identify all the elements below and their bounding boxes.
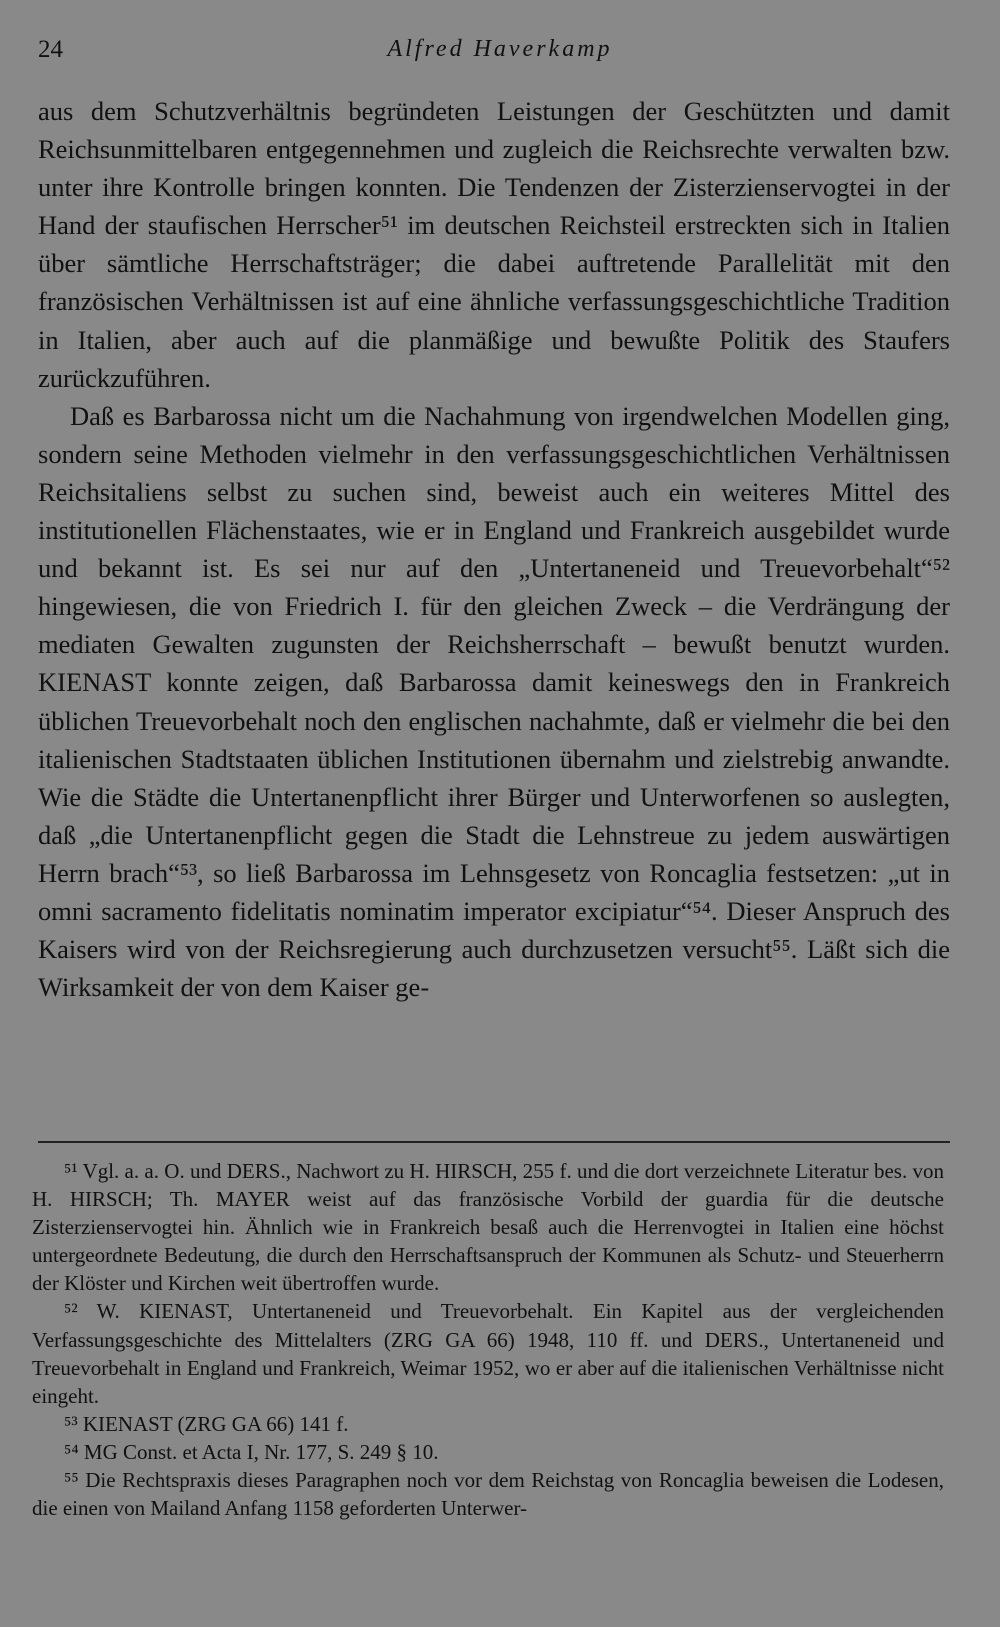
body-text xyxy=(38,92,950,1006)
footnote-51: ⁵¹ Vgl. a. a. O. und DERS., Nachwort zu H. HIRSCH, 255 f. und die dort verzeichnete Literatur bes. von H. HIRSCH; Th. MAYER weist auf das französische Vorbild der guardia für die deutsche Zisterzienservogtei hin. Ähnlich wie in Frankreich besaß auch die Herrenvogtei in Italien eine höchst untergeordnete Bedeutung, die durch den Herrschaftsanspruch der Kommunen als Schutz- und Steuerherrn der Klöster und Kirchen weit übertroffen wurde. xyxy=(32,1159,944,1296)
footnote-54: ⁵⁴ MG Const. et Acta I, Nr. 177, S. 249 § 10. xyxy=(64,1439,439,1464)
paragraph: Daß es Barbarossa nicht um die Nachahmung von irgendwelchen Modellen ging, sondern seine Methoden vielmehr in den verfassungsgeschichtlichen Verhältnissen Reichsitaliens selbst zu suchen sind, beweist auch ein weiteres Mittel des institutionellen Flächenstaates, wie er in England und Frankreich ausgebildet wurde und bekannt ist. Es sei nur auf den „Untertaneneid und Treuevorbehalt“⁵² hingewiesen, die von Friedrich I. für den gleichen Zweck – die Verdrängung der mediaten Gewalten zugunsten der Reichsherrschaft – bewußt benutzt wurden. KIENAST konnte zeigen, daß Barbarossa damit keineswegs den in Frankreich üblichen Treuevorbehalt noch den englischen nachahmte, daß er vielmehr die bei den italienischen Stadtstaaten üblichen Institutionen übernahm und zielstrebig anwandte. Wie die Städte die Untertanenpflicht ihrer Bürger und Unterworfenen so auslegten, daß „die Untertanenpflicht gegen die Stadt die Lehnstreue zu jedem auswärtigen Herrn brach“⁵³, so ließ Barbarossa im Lehnsgesetz von Roncaglia festsetzen: „ut in omni sacramento fidelitatis nominatim imperator excipiatur“⁵⁴. Dieser Anspruch des Kaisers wird von der Reichsregierung auch durchzusetzen versucht⁵⁵. Läßt sich die Wirksamkeit der von dem Kaiser ge- xyxy=(38,400,950,1003)
footnote-52: ⁵² W. KIENAST, Untertaneneid und Treuevorbehalt. Ein Kapitel aus der vergleichenden Verfassungsgeschichte des Mittelalters (ZRG GA 66) 1948, 110 ff. und DERS., Untertaneneid und Treuevorbehalt in England und Frankreich, Weimar 1952, wo er aber auf die italienischen Verhältnisse nicht eingeht. xyxy=(32,1299,944,1408)
footnote-rule xyxy=(38,1141,950,1143)
footnote-53: ⁵³ KIENAST (ZRG GA 66) 141 f. xyxy=(64,1411,349,1436)
footnotes xyxy=(32,1157,944,1522)
running-head: Alfred Haverkamp xyxy=(387,36,613,62)
paragraph: aus dem Schutzverhältnis begründeten Leistungen der Geschützten und damit Reichsunmittelbaren entgegennehmen und zugleich die Reichsrechte verwalten bzw. unter ihre Kontrolle bringen konnten. Die Tendenzen der Zisterzienservogtei in der Hand der staufischen Herrscher⁵¹ im deutschen Reichsteil erstreckten sich in Italien über sämtliche Herrschaftsträger; die dabei auftretende Parallelität mit den französischen Verhältnissen ist auf eine ähnliche verfassungsgeschichtliche Tradition in Italien, aber auch auf die planmäßige und bewußte Politik des Staufers zurückzuführen. xyxy=(38,96,950,393)
page-number: 24 xyxy=(38,36,63,63)
page-header xyxy=(38,36,962,70)
footnote-55: ⁵⁵ Die Rechtspraxis dieses Paragraphen noch vor dem Reichstag von Roncaglia beweisen die Lodesen, die einen von Mailand Anfang 1158 geforderten Unterwer- xyxy=(32,1468,944,1521)
